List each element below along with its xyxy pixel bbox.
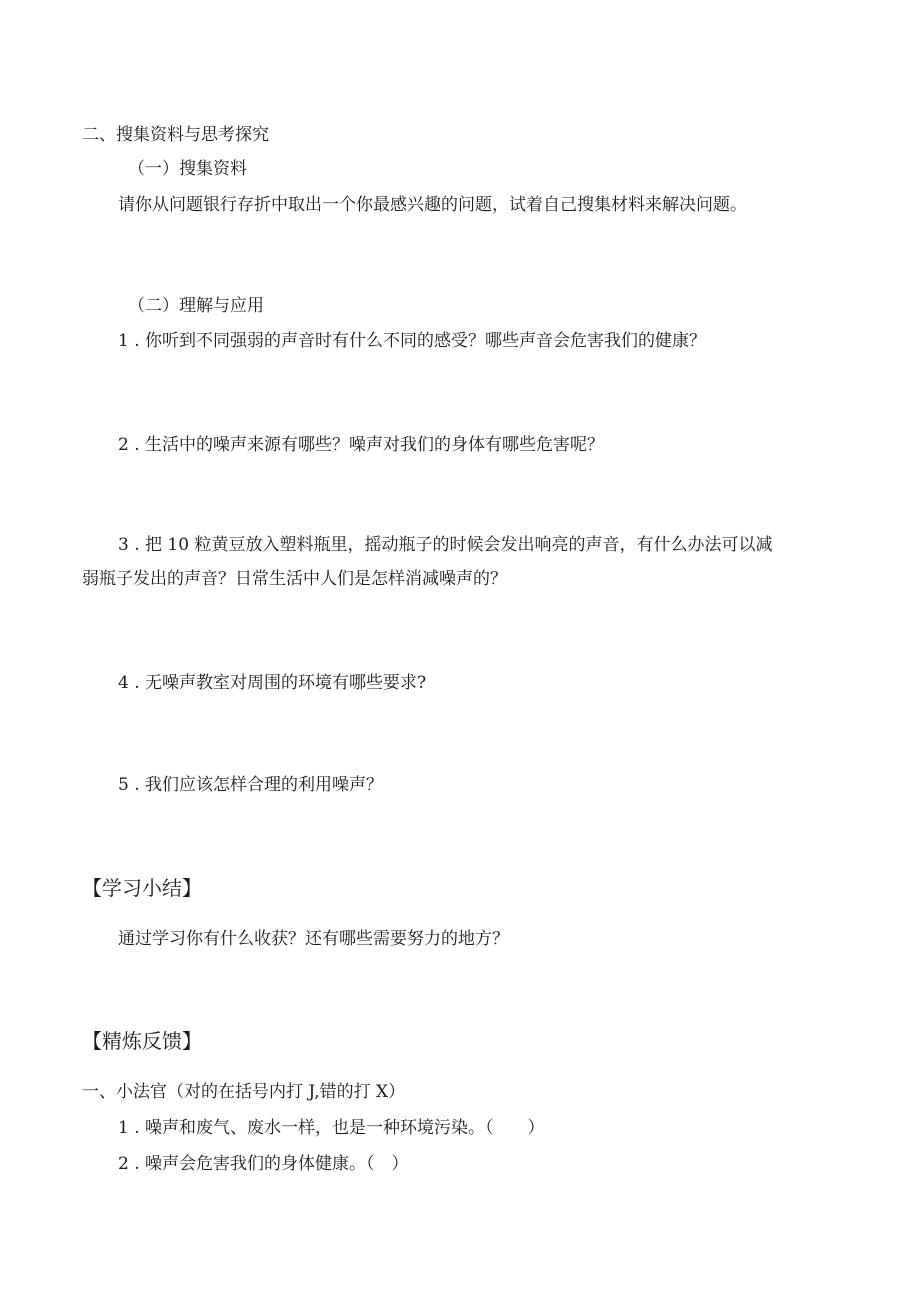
question-3-line-2: 弱瓶子发出的声音？日常生活中人们是怎样消减噪声的？ [82,569,507,589]
question-1: 1 . 你听到不同强弱的声音时有什么不同的感受？哪些声音会危害我们的健康？ [118,331,707,351]
feedback-part-1: 一、小法官（对的在括号内打 J,错的打 X） [82,1082,406,1102]
feedback-item-2: 2 . 噪声会危害我们的身体健康。（ ） [118,1154,409,1174]
feedback-heading: 【精炼反馈】 [82,1029,202,1053]
subsection-heading-collect: （一）搜集资料 [128,159,247,179]
question-5: 5 . 我们应该怎样合理的利用噪声？ [118,775,384,795]
collect-instruction: 请你从问题银行存折中取出一个你最感兴趣的问题，试着自己搜集材料来解决问题。 [118,195,747,215]
question-2: 2 . 生活中的噪声来源有哪些？噪声对我们的身体有哪些危害呢？ [118,435,605,455]
summary-prompt: 通过学习你有什么收获？还有哪些需要努力的地方？ [118,929,509,949]
summary-heading: 【学习小结】 [82,876,202,900]
subsection-heading-apply: （二）理解与应用 [128,296,264,316]
question-4: 4 . 无噪声教室对周围的环境有哪些要求? [118,673,427,693]
feedback-item-1: 1 . 噪声和废气、废水一样，也是一种环境污染。（ ） [118,1118,545,1138]
question-3-line-1: 3 . 把 10 粒黄豆放入塑料瓶里，摇动瓶子的时候会发出响亮的声音，有什么办法可以减 [118,535,773,555]
section-heading: 二、搜集资料与思考探究 [82,125,269,145]
